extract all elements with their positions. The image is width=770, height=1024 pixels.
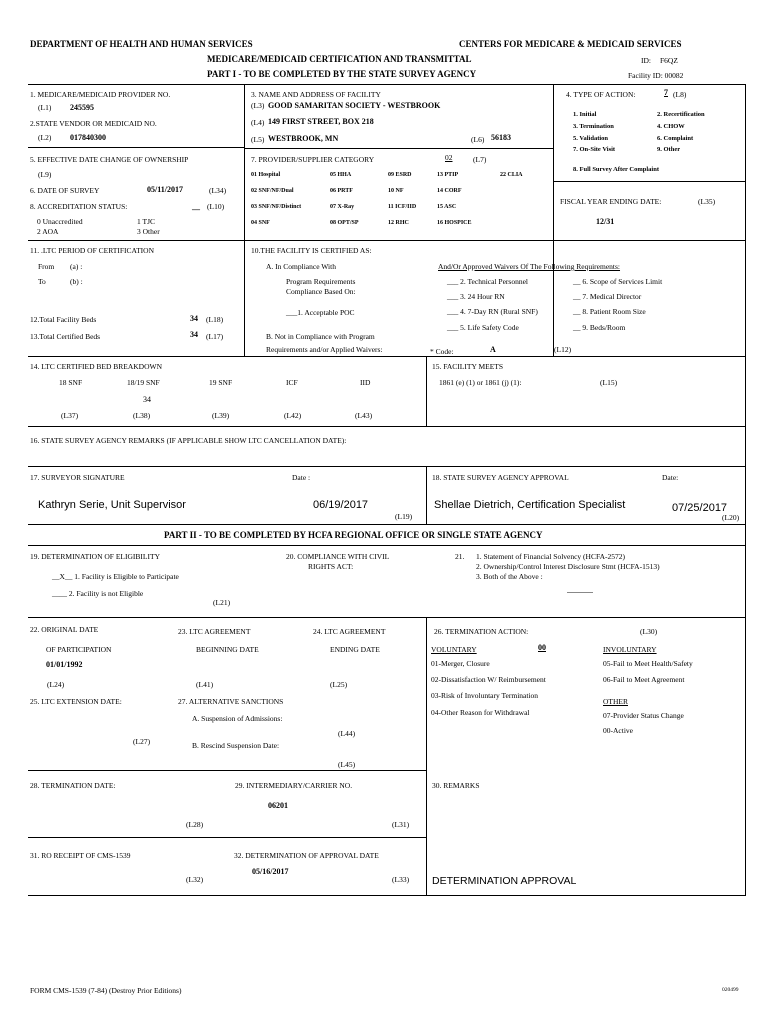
l8-code: (L8) (673, 90, 687, 99)
approval-date-label: Date: (662, 473, 679, 482)
voluntary-option: 04-Other Reason for Withdrawal (431, 708, 530, 717)
other-option: 07-Provider Status Change (603, 711, 684, 720)
line (553, 181, 746, 182)
category-option: 08 OPT/SP (330, 220, 359, 226)
l35-code: (L35) (698, 197, 716, 206)
waiver-item: ___ 4. 7-Day RN (Rural SNF) (447, 307, 538, 316)
total-beds-value: 34 (190, 314, 198, 323)
line (28, 84, 746, 85)
category-option: 22 CLIA (500, 172, 523, 178)
action-option: 1. Initial (573, 111, 597, 118)
bed-col-label: 18/19 SNF (127, 378, 160, 387)
l20-code: (L20) (722, 513, 740, 522)
approval-date: 07/25/2017 (672, 502, 728, 514)
s21-label: 21. (455, 552, 465, 561)
waivers-label: And/Or Approved Waivers Of The Following Requirements: (438, 262, 621, 271)
l18-code: (L18) (206, 315, 224, 324)
line (28, 147, 244, 148)
category-option: 06 PRTF (330, 188, 353, 194)
bed-code: (L38) (133, 411, 151, 420)
l12-code: (L12) (554, 345, 572, 354)
l4-code: (L4) (251, 118, 265, 127)
original-date-label: 22. ORIGINAL DATE (30, 625, 99, 634)
waiver-item: __ 7. Medical Director (573, 292, 642, 301)
surveyor-date: 06/19/2017 (313, 499, 369, 511)
ltc-end-label: 24. LTC AGREEMENT (313, 627, 386, 636)
facility-zip: 56183 (491, 133, 511, 142)
l34-code: (L34) (209, 186, 227, 195)
facility-name: GOOD SAMARITAN SOCIETY - WESTBROOK (268, 101, 441, 110)
department-header: DEPARTMENT OF HEALTH AND HUMAN SERVICES (30, 39, 253, 49)
surveyor-date-label: Date : (292, 473, 311, 482)
line (426, 617, 427, 895)
category-option: 03 SNF/NF/Distinct (251, 204, 302, 210)
waiver-item: __ 6. Scope of Services Limit (573, 277, 663, 286)
certified-as-label: 10.THE FACILITY IS CERTIFIED AS: (251, 246, 372, 255)
l1-code: (L1) (38, 103, 52, 112)
l27-code: (L27) (133, 737, 151, 746)
provider-category-label: 7. PROVIDER/SUPPLIER CATEGORY (251, 155, 375, 164)
original-date-value: 01/01/1992 (46, 660, 83, 669)
l41-code: (L41) (196, 680, 214, 689)
accreditation-value: __ (192, 202, 200, 211)
l17-code: (L17) (206, 332, 224, 341)
category-option: 09 ESRD (388, 172, 412, 178)
to-label: To (38, 277, 46, 286)
ro-receipt-label: 31. RO RECEIPT OF CMS-1539 (30, 851, 131, 860)
l19-code: (L19) (395, 512, 413, 521)
l32-code: (L32) (186, 875, 204, 884)
remarks-label: 16. STATE SURVEY AGENCY REMARKS (IF APPLICABLE SHOW LTC CANCELLATION DATE): (30, 436, 347, 445)
voluntary-option: 01-Merger, Closure (431, 659, 490, 668)
ending-date-label: ENDING DATE (330, 645, 380, 654)
line (28, 426, 746, 427)
waiver-item: __ 8. Patient Room Size (573, 307, 646, 316)
bed-col-label: IID (360, 378, 371, 387)
voluntary-option: 02-Dissatisfaction W/ Reimbursement (431, 675, 546, 684)
approval-date-32-label: 32. DETERMINATION OF APPROVAL DATE (234, 851, 379, 860)
suspension-label: A. Suspension of Admissions: (192, 714, 283, 723)
accreditation-option: 1 TJC (137, 217, 155, 226)
l9-code: (L9) (38, 170, 52, 179)
termination-action-label: 26. TERMINATION ACTION: (434, 627, 529, 636)
waiver-item: ___ 3. 24 Hour RN (447, 292, 505, 301)
acceptable-poc: ___1. Acceptable POC (286, 308, 355, 317)
s21-option: 2. Ownership/Control Interest Disclosure Stmt (HCFA-1513) (476, 562, 660, 571)
involuntary-option: 05-Fail to Meet Health/Safety (603, 659, 693, 668)
l10-code: (L10) (207, 202, 225, 211)
form-title: MEDICARE/MEDICAID CERTIFICATION AND TRANSMITTAL (207, 54, 472, 64)
id-value: F6QZ (660, 56, 678, 65)
civil-rights-label2: RIGHTS ACT: (308, 562, 354, 571)
survey-date-value: 05/11/2017 (147, 185, 184, 194)
from-code: (a) : (70, 262, 83, 271)
category-option: 02 SNF/NF/Dual (251, 188, 294, 194)
waiver-item: ___ 5. Life Safety Code (447, 323, 519, 332)
action-option: 6. Complaint (657, 135, 694, 142)
l15-code: (L15) (600, 378, 618, 387)
ltc-begin-label: 23. LTC AGREEMENT (178, 627, 251, 636)
action-option: 3. Termination (573, 123, 614, 130)
category-option: 15 ASC (437, 204, 457, 210)
determination-approval: DETERMINATION APPROVAL (432, 875, 577, 887)
line (28, 240, 746, 241)
ownership-change-label: 5. EFFECTIVE DATE CHANGE OF OWNERSHIP (30, 155, 189, 164)
action-option: 7. On-Site Visit (573, 146, 616, 153)
part1-title: PART I - TO BE COMPLETED BY THE STATE SURVEY AGENCY (207, 69, 477, 79)
category-option: 14 CORF (437, 188, 462, 194)
provider-category-value: 02 (445, 153, 453, 162)
provider-no-value: 245595 (70, 103, 94, 112)
line (553, 84, 554, 356)
participation-label: OF PARTICIPATION (46, 645, 112, 654)
beginning-date-label: BEGINNING DATE (196, 645, 259, 654)
category-option: 05 HHA (330, 172, 352, 178)
line (244, 148, 553, 149)
facility-meets-text: 1861 (e) (1) or 1861 (j) (1): (439, 378, 522, 387)
termination-date-label: 28. TERMINATION DATE: (30, 781, 116, 790)
compliance-based-label: Compliance Based On: (286, 287, 356, 296)
remarks-30-label: 30. REMARKS (432, 781, 480, 790)
waiver-item: __ 9. Beds/Room (573, 323, 626, 332)
rescind-label: B. Rescind Suspension Date: (192, 741, 280, 750)
l24-code: (L24) (47, 680, 65, 689)
l21-code: (L21) (213, 598, 231, 607)
accreditation-option: 3 Other (137, 227, 160, 236)
provider-no-label: 1. MEDICARE/MEDICAID PROVIDER NO. (30, 90, 171, 99)
l2-code: (L2) (38, 133, 52, 142)
action-option: 5. Validation (573, 135, 609, 142)
not-in-compliance-label: B. Not in Compliance with Program (266, 332, 375, 341)
line (426, 466, 427, 524)
line (28, 837, 426, 838)
line (426, 356, 427, 426)
line (28, 770, 426, 771)
action-option: 2. Recertification (657, 111, 705, 118)
category-option: 07 X-Ray (330, 204, 355, 210)
other-label: OTHER (603, 697, 628, 706)
l30-code: (L30) (640, 627, 658, 636)
facility-id: Facility ID: 00082 (628, 71, 684, 80)
in-compliance-label: A. In Compliance With (266, 262, 336, 271)
line (244, 84, 245, 356)
id-label: ID: (641, 56, 651, 65)
facility-meets-label: 15. FACILITY MEETS (432, 362, 504, 371)
l7-code: (L7) (473, 155, 487, 164)
waiver-item: ___ 2. Technical Personnel (447, 277, 528, 286)
vendor-no-value: 017840300 (70, 133, 106, 142)
bed-code: (L37) (61, 411, 79, 420)
eligibility-label: 19. DETERMINATION OF ELIGIBILITY (30, 552, 160, 561)
line (745, 84, 746, 895)
action-option: 8. Full Survey After Complaint (573, 166, 660, 173)
category-option: 10 NF (388, 188, 404, 194)
bed-code: (L39) (212, 411, 230, 420)
footer-code: 020499 (722, 987, 739, 993)
l3-code: (L3) (251, 101, 265, 110)
facility-street: 149 FIRST STREET, BOX 218 (268, 117, 374, 126)
certified-beds-label: 13.Total Certified Beds (30, 332, 101, 341)
line (567, 592, 593, 593)
total-beds-label: 12.Total Facility Beds (30, 315, 97, 324)
approval-label: 18. STATE SURVEY AGENCY APPROVAL (432, 473, 569, 482)
l6-code: (L6) (471, 135, 485, 144)
category-option: 12 RHC (388, 220, 409, 226)
s21-option: 3. Both of the Above : (476, 572, 543, 581)
vendor-no-label: 2.STATE VENDOR OR MEDICAID NO. (30, 119, 157, 128)
survey-date-label: 6. DATE OF SURVEY (30, 186, 100, 195)
sanctions-label: 27. ALTERNATIVE SANCTIONS (178, 697, 284, 706)
accreditation-label: 8. ACCREDITATION STATUS: (30, 202, 128, 211)
l33-code: (L33) (392, 875, 410, 884)
voluntary-option: 03-Risk of Involuntary Termination (431, 691, 539, 700)
part2-title: PART II - TO BE COMPLETED BY HCFA REGIONAL OFFICE OR SINGLE STATE AGENCY (164, 530, 543, 540)
type-of-action-label: 4. TYPE OF ACTION: (566, 90, 636, 99)
fiscal-year-value: 12/31 (596, 217, 615, 226)
req-waivers-label: Requirements and/or Applied Waivers: (266, 345, 383, 354)
facility-name-label: 3. NAME AND ADDRESS OF FACILITY (251, 90, 381, 99)
s21-option: 1. Statement of Financial Solvency (HCFA-2572) (476, 552, 626, 561)
civil-rights-label: 20. COMPLIANCE WITH CIVIL (286, 552, 390, 561)
from-label: From (38, 262, 55, 271)
extension-date-label: 25. LTC EXTENSION DATE: (30, 697, 122, 706)
carrier-no-label: 29. INTERMEDIARY/CARRIER NO. (235, 781, 353, 790)
l31-code: (L31) (392, 820, 410, 829)
surveyor-name: Kathryn Serie, Unit Supervisor (38, 499, 186, 511)
termination-action-value: 00 (538, 643, 546, 652)
l28-code: (L28) (186, 820, 204, 829)
to-code: (b) : (70, 277, 83, 286)
l25-code: (L25) (330, 680, 348, 689)
accreditation-option: 2 AOA (37, 227, 59, 236)
ltc-period-label: 11. .LTC PERIOD OF CERTIFICATION (30, 246, 155, 255)
accreditation-option: 0 Unaccredited (37, 217, 83, 226)
line (28, 466, 746, 467)
line (28, 524, 746, 525)
type-of-action-value: 7 (664, 88, 668, 97)
not-eligible-option: ____ 2. Facility is not Eligible (52, 589, 144, 598)
bed-col-label: ICF (286, 378, 298, 387)
fiscal-year-label: FISCAL YEAR ENDING DATE: (560, 197, 662, 206)
approval-date-32-value: 05/16/2017 (252, 867, 289, 876)
l44-code: (L44) (338, 729, 356, 738)
action-option: 4. CHOW (657, 123, 685, 130)
category-option: 13 PTIP (437, 172, 459, 178)
eligible-option: __X__ 1. Facility is Eligible to Participate (52, 572, 179, 581)
line (28, 545, 746, 546)
l45-code: (L45) (338, 760, 356, 769)
line (28, 617, 746, 618)
carrier-no-value: 06201 (268, 801, 288, 810)
category-option: 01 Hospital (251, 172, 281, 178)
bed-code: (L42) (284, 411, 302, 420)
approver-name: Shellae Dietrich, Certification Specialist (434, 499, 626, 511)
program-req-label: Program Requirements (286, 277, 356, 286)
snf-beds-value: 34 (143, 395, 151, 404)
category-option: 04 SNF (251, 220, 270, 226)
category-option: 16 HOSPICE (437, 220, 472, 226)
involuntary-label: INVOLUNTARY (603, 645, 657, 654)
bed-breakdown-label: 14. LTC CERTIFIED BED BREAKDOWN (30, 362, 162, 371)
other-option: 00-Active (603, 726, 633, 735)
code-value: A (490, 345, 496, 354)
certified-beds-value: 34 (190, 330, 198, 339)
voluntary-label: VOLUNTARY (431, 645, 477, 654)
form-footer: FORM CMS-1539 (7-84) (Destroy Prior Editions) (30, 986, 182, 995)
agency-header: CENTERS FOR MEDICARE & MEDICAID SERVICES (459, 39, 682, 49)
category-option: 11 ICF/IID (388, 204, 417, 210)
code-label: * Code: (430, 347, 454, 356)
bed-col-label: 19 SNF (209, 378, 233, 387)
facility-city: WESTBROOK, MN (268, 134, 339, 143)
surveyor-signature-label: 17. SURVEYOR SIGNATURE (30, 473, 125, 482)
bed-code: (L43) (355, 411, 373, 420)
bed-col-label: 18 SNF (59, 378, 83, 387)
l5-code: (L5) (251, 135, 265, 144)
line (28, 356, 746, 357)
line (28, 895, 746, 896)
action-option: 9. Other (657, 146, 681, 153)
involuntary-option: 06-Fail to Meet Agreement (603, 675, 685, 684)
